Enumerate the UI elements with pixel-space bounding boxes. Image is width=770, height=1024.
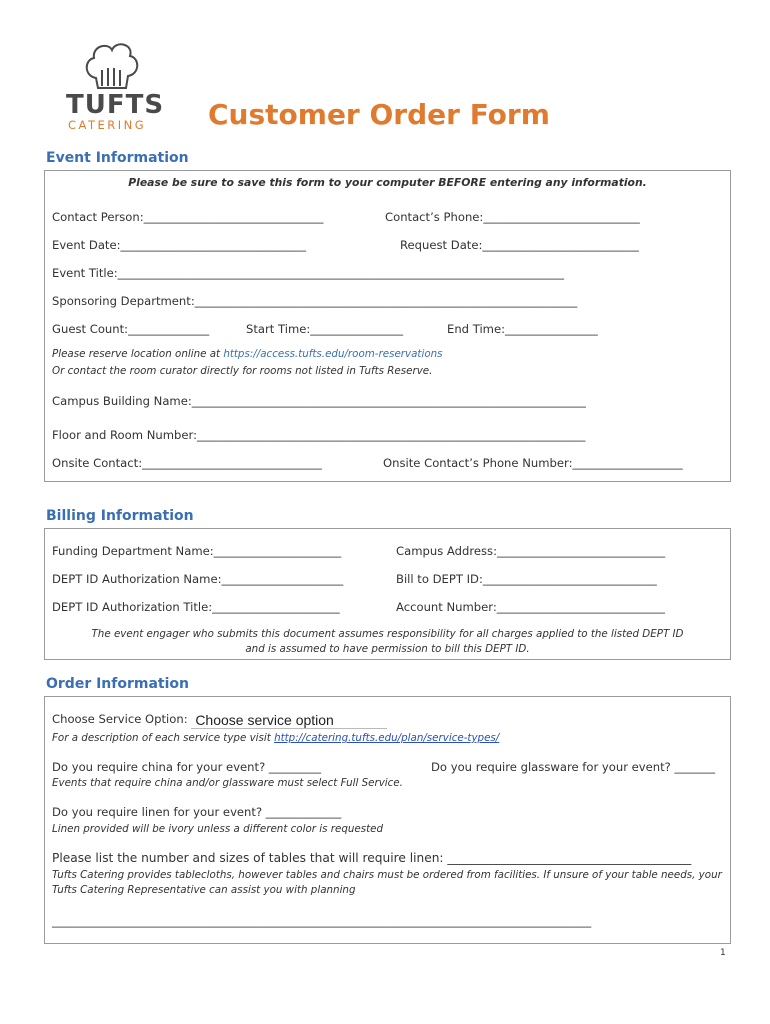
end-time-field[interactable]: End Time:________________ (447, 322, 598, 336)
guest-count-field[interactable]: Guest Count:______________ (52, 322, 210, 336)
contact-person-field[interactable]: Contact Person:_______________________________ (52, 210, 324, 224)
campus-building-field[interactable]: Campus Building Name:____________________________________________________________________ (52, 394, 586, 408)
billing-section-heading: Billing Information (46, 508, 194, 524)
funding-department-field[interactable]: Funding Department Name:______________________ (52, 544, 342, 558)
bill-to-dept-field[interactable]: Bill to DEPT ID:______________________________ (396, 572, 657, 586)
account-number-field[interactable]: Account Number:_____________________________ (396, 600, 665, 614)
sponsoring-department-field[interactable]: Sponsoring Department:__________________________________________________________________ (52, 294, 578, 308)
request-date-field[interactable]: Request Date:___________________________ (400, 238, 639, 252)
event-date-field[interactable]: Event Date:________________________________ (52, 238, 307, 252)
billing-responsibility-note-1: The event engager who submits this document assumes responsibility for all charges applied to the listed DEPT ID (91, 628, 684, 640)
page-title: Customer Order Form (208, 98, 550, 131)
tables-note-1: Tufts Catering provides tablecloths, however tables and chairs must be ordered from facilities. If unsure of your table needs, your (52, 869, 722, 881)
service-option-label: Choose Service Option: (52, 712, 192, 726)
china-question-field[interactable]: Do you require china for your event? _________ (52, 760, 322, 774)
tables-question-field[interactable]: Please list the number and sizes of tables that will require linen: ________________________________________ (52, 851, 692, 865)
room-curator-note: Or contact the room curator directly for rooms not listed in Tufts Reserve. (52, 365, 433, 377)
logo-brand: TUFTS (66, 90, 165, 120)
floor-room-field[interactable]: Floor and Room Number:___________________________________________________________________ (52, 428, 586, 442)
service-description-note (52, 732, 499, 744)
save-notice: Please be sure to save this form to your computer BEFORE entering any information. (128, 176, 647, 189)
tufts-catering-logo (62, 38, 165, 134)
service-description-text: For a description of each service type visit (52, 732, 275, 744)
linen-question-field[interactable]: Do you require linen for your event? _____________ (52, 805, 342, 819)
reserve-location-note (52, 348, 443, 360)
reserve-location-text: Please reserve location online at (52, 348, 224, 360)
tables-note-2: Tufts Catering Representative can assist you with planning (52, 884, 356, 896)
onsite-phone-field[interactable]: Onsite Contact’s Phone Number:___________________ (383, 456, 683, 470)
page-number: 1 (720, 948, 726, 958)
order-section-heading: Order Information (46, 676, 190, 692)
start-time-field[interactable]: Start Time:________________ (246, 322, 404, 336)
room-reservations-link[interactable]: https://access.tufts.edu/room-reservations (223, 348, 443, 360)
event-title-field[interactable]: Event Title:_____________________________________________________________________________ (52, 266, 565, 280)
dept-auth-title-field[interactable]: DEPT ID Authorization Title:______________________ (52, 600, 340, 614)
billing-responsibility-note-2: and is assumed to have permission to bill this DEPT ID. (245, 643, 530, 655)
logo-sub: CATERING (68, 118, 147, 132)
service-option-select[interactable]: Choose service option (191, 712, 387, 729)
china-glassware-note: Events that require china and/or glassware must select Full Service. (52, 777, 403, 789)
tables-answer-line[interactable]: _____________________________________________________________________________________________ (52, 914, 592, 928)
service-option-row (52, 712, 387, 729)
dept-auth-name-field[interactable]: DEPT ID Authorization Name:_____________________ (52, 572, 344, 586)
campus-address-field[interactable]: Campus Address:_____________________________ (396, 544, 666, 558)
onsite-contact-field[interactable]: Onsite Contact:_______________________________ (52, 456, 322, 470)
service-types-link[interactable]: http://catering.tufts.edu/plan/service-types/ (274, 732, 500, 744)
event-section-heading: Event Information (46, 150, 189, 166)
linen-color-note: Linen provided will be ivory unless a different color is requested (52, 823, 384, 835)
contact-phone-field[interactable]: Contact’s Phone:___________________________ (385, 210, 640, 224)
glassware-question-field[interactable]: Do you require glassware for your event? _______ (431, 760, 716, 774)
chef-hat-icon (80, 38, 144, 92)
